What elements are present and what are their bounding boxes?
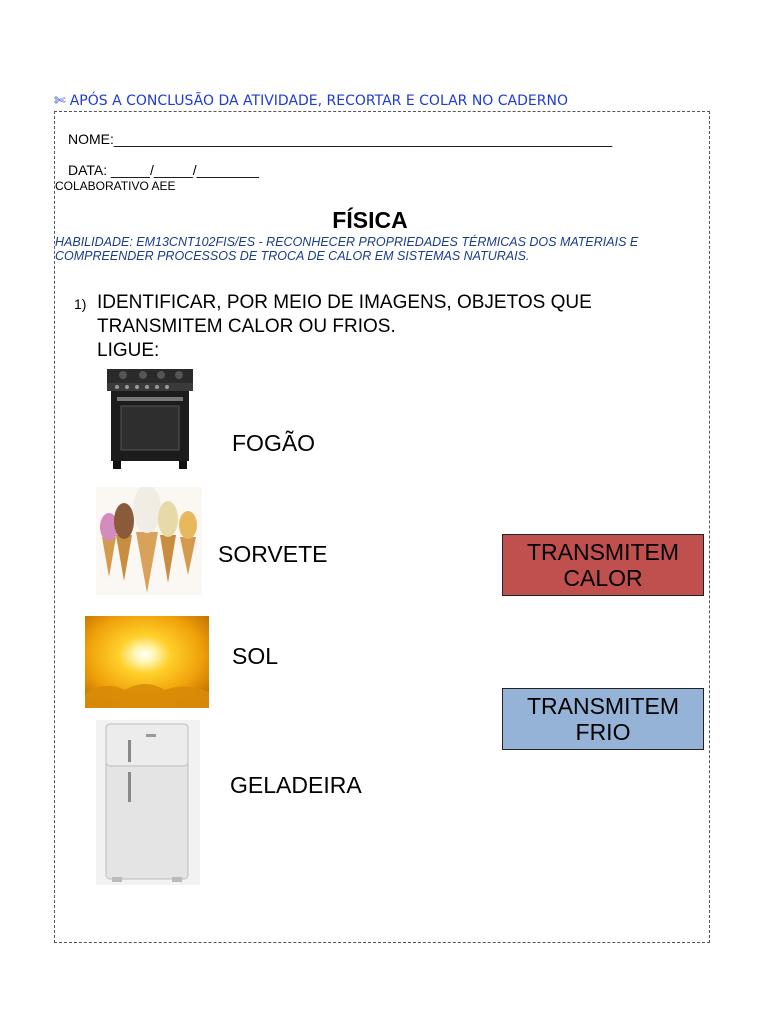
cut-instruction-text: APÓS A CONCLUSÃO DA ATIVIDADE, RECORTAR E COLAR NO CADERNO <box>69 93 568 109</box>
transmit-cold-line-1: TRANSMITEM <box>526 693 680 719</box>
question-text <box>97 291 677 363</box>
stove-image <box>103 366 197 470</box>
transmit-heat-line-2: CALOR <box>563 565 643 591</box>
collab-label: COLABORATIVO AEE <box>55 179 176 193</box>
page-title: FÍSICA <box>332 207 408 233</box>
transmit-cold-box[interactable] <box>502 688 704 750</box>
item-label-geladeira: GELADEIRA <box>230 772 362 798</box>
question-line-1: IDENTIFICAR, POR MEIO DE IMAGENS, OBJETOS QUE <box>97 292 592 313</box>
transmit-cold-line-2: FRIO <box>575 719 631 745</box>
transmit-heat-box[interactable] <box>502 534 704 596</box>
question-line-3: LIGUE: <box>97 340 160 361</box>
refrigerator-image <box>96 720 200 885</box>
name-field[interactable]: NOME:________________________________________________________________ <box>68 131 613 147</box>
cut-instruction <box>54 93 568 109</box>
item-label-fogao: FOGÃO <box>232 430 316 456</box>
scissors-icon: ✄ <box>54 93 66 109</box>
sun-image <box>85 616 209 708</box>
transmit-heat-line-1: TRANSMITEM <box>526 539 680 565</box>
ice-cream-image <box>96 487 202 595</box>
question-number: 1) <box>74 296 87 312</box>
question-line-2: TRANSMITEM CALOR OU FRIOS. <box>97 316 396 337</box>
item-label-sol: SOL <box>232 643 279 669</box>
skill-description: HABILIDADE: EM13CNT102FIS/ES - RECONHECER PROPRIEDADES TÉRMICAS DOS MATERIAIS E COMPREENDER PROCESSOS DE TROCA DE CALOR EM SISTEMAS NATURAIS. <box>55 235 639 263</box>
date-field[interactable]: DATA: _____/_____/________ <box>68 162 259 178</box>
item-label-sorvete: SORVETE <box>218 541 328 567</box>
